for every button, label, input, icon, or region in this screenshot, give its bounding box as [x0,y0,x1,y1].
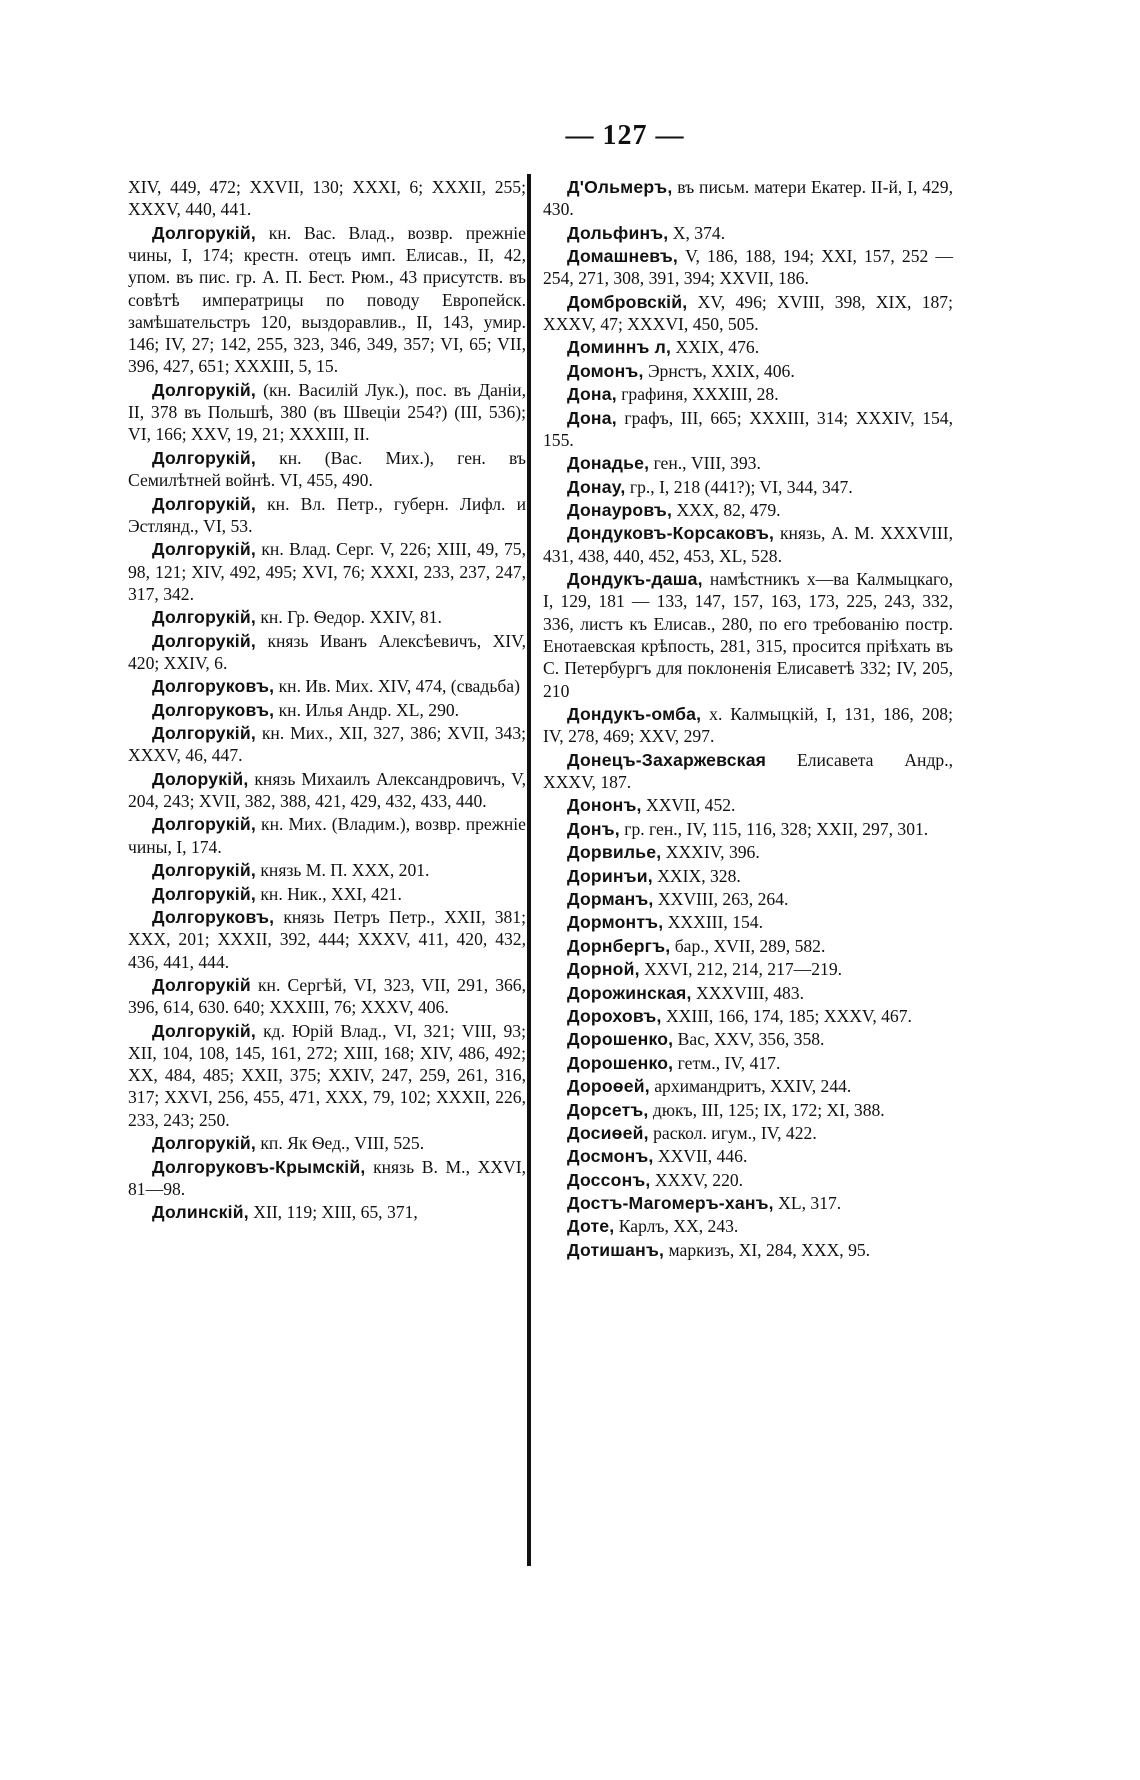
index-entry [543,703,953,748]
index-entry [543,291,953,336]
entry-headword: Донадье, [567,453,650,474]
entry-references: бар., XVII, 289, 582. [670,935,826,956]
index-entry [543,794,953,816]
entry-references: гетм., IV, 417. [673,1052,781,1073]
index-entry [128,883,526,905]
index-entry [128,630,526,675]
entry-references: XXVIII, 263, 264. [653,888,789,909]
left-column [128,176,526,1225]
entry-headword: Дона, [567,384,617,405]
entry-references: кн. Ив. Мих. XIV, 474, (свадьба) [274,676,520,697]
index-entry [543,888,953,910]
entry-headword: Доте, [567,1216,615,1237]
entry-references: (кн. Василій Лук.), пос. въ Даніи, II, 378 въ Польшѣ, 380 (въ Швеціи 254?) (III, 536); VI, 166; XXV, 19, 21; XXXIII, II. [128,379,526,445]
entry-references: графъ, III, 665; XXXIII, 314; XXXIV, 154, 155. [543,407,953,450]
index-entry [128,1201,526,1223]
entry-headword: Долгорукій, [152,222,256,243]
entry-headword: Долгорукій, [152,1020,256,1041]
entry-references: ген., VIII, 393. [649,453,761,474]
entry-references: князь Петръ Петр., XXII, 381; XXX, 201; XXXII, 392, 444; XXXV, 411, 420, 432, 436, 441, 444. [128,906,526,972]
index-entry [543,222,953,244]
entry-headword: Долгоруковъ-Крымскій, [152,1156,366,1177]
entry-references: V, 186, 188, 194; XXI, 157, 252 — 254, 271, 308, 391, 394; XXVII, 186. [543,246,953,289]
index-entry [543,911,953,933]
entry-headword: Досиѳей, [567,1122,649,1143]
index-entry [543,1169,953,1191]
page-number: — 127 — [565,120,685,151]
entry-references: кд. Юрій Влад., VI, 321; VIII, 93; XII, 104, 108, 145, 161, 272; XIII, 168; XIV, 486, 492; XX, 484, 485; XXII, 375; XXIV, 247, 259, 261, 316, 317; XXVI, 256, 455, 471, XXX, 79, 102; XXXII, 226, 233, 243; 250. [128,1020,526,1130]
entry-references: кн. Ник., XXI, 421. [255,883,402,904]
index-entry [128,447,526,492]
index-entry [543,1075,953,1097]
index-entry [543,522,953,567]
entry-headword: Дондукъ-даша, [567,569,703,590]
entry-headword: Долгорукій, [152,379,256,400]
entry-headword: Донауровъ, [567,500,673,521]
index-entry [543,749,953,794]
entry-references: XXVI, 212, 214, 217—219. [639,959,843,980]
entry-references: XL, 317. [773,1193,842,1214]
entry-references: х. Калмыцкій, I, 131, 186, 208; IV, 278, 469; XXV, 297. [543,704,953,747]
right-column [543,176,953,1262]
entry-references: князь Иванъ Алексѣевичъ, XIV, 420; XXIV, 6. [128,630,526,673]
entry-headword: Долгорукій, [152,607,256,628]
entry-headword: Долгоруковъ, [152,699,275,720]
entry-headword: Дормонтъ, [567,912,664,933]
entry-headword: Домонъ, [567,360,644,381]
entry-headword: Дорсетъ, [567,1099,649,1120]
entry-references: гр. ген., IV, 115, 116, 328; XXII, 297, 301. [619,818,929,839]
index-entry [543,1215,953,1237]
index-entry [128,493,526,538]
entry-headword: Дондуковъ-Корсаковъ, [567,523,775,544]
entry-headword: Донау, [567,476,626,497]
entry-references: гр., I, 218 (441?); VI, 344, 347. [625,476,853,497]
index-entry [128,1156,526,1201]
entry-references: князь, А. М. XXXVIII, 431, 438, 440, 452, 453, XL, 528. [543,523,953,566]
entry-references: князь В. М., XXVI, 81—98. [128,1156,526,1199]
index-entry [128,906,526,973]
entry-references: XXIII, 166, 174, 185; XXXV, 467. [661,1005,912,1026]
entry-headword: Долгорукій, [152,630,256,651]
entry-headword: Долгорукій, [152,539,256,560]
entry-references: XXVII, 446. [653,1146,748,1167]
index-entry [128,859,526,881]
index-entry [543,958,953,980]
entry-references: архимандритъ, XXIV, 244. [649,1076,852,1097]
entry-references: кн. (Вас. Мих.), ген. въ Семилѣтней войнѣ. VI, 455, 490. [128,447,526,491]
entry-headword: Долгоруковъ, [152,906,275,927]
index-entry [128,538,526,605]
index-entry [128,722,526,767]
entry-headword: Долгорукій, [152,723,256,744]
entry-references: кн. Вл. Петр., губерн. Лифл. и Эстлянд., VI, 53. [128,493,526,536]
entry-headword: Долгорукій, [152,447,256,468]
entry-references: XXX, 82, 479. [672,500,781,521]
index-entry [128,675,526,697]
entry-references: XXXIII, 154. [663,912,763,933]
entry-headword: Донецъ-Захаржевская [567,749,767,770]
index-entry [543,407,953,452]
index-entry [128,813,526,858]
entry-references: XXIX, 476. [671,337,760,358]
entry-headword: Долгорукій [152,974,251,995]
index-entry [543,383,953,405]
entry-references: XIV, 449, 472; XXVII, 130; XXXI, 6; XXXII, 255; XXXV, 440, 441. [128,177,526,220]
entry-references: графиня, XXXIII, 28. [616,384,779,405]
entry-references: кн. Илья Андр. XL, 290. [274,699,460,720]
entry-headword: Долгоруковъ, [152,676,275,697]
entry-references: X, 374. [668,222,726,243]
entry-headword: Дорожинская, [567,982,692,1003]
entry-headword: Дороховъ, [567,1005,662,1026]
entry-references: кп. Як Ѳед., VIII, 525. [255,1133,425,1154]
entry-references: дюкъ, III, 125; IX, 172; XI, 388. [648,1099,885,1120]
index-entry [128,379,526,446]
index-entry [543,245,953,290]
entry-references: маркизъ, XI, 284, XXX, 95. [664,1239,871,1260]
entry-headword: Дорошенко, [567,1052,674,1073]
index-entry [543,568,953,702]
entry-headword: Донъ, [567,818,620,839]
entry-headword: Доссонъ, [567,1169,651,1190]
entry-references: кн. Гр. Ѳедор. XXIV, 81. [255,607,442,628]
entry-headword: Долинскій, [152,1202,249,1223]
index-entry [543,982,953,1004]
entry-references: XII, 119; XIII, 65, 371, [248,1202,418,1223]
index-entry [543,1028,953,1050]
entry-headword: Дорной, [567,959,640,980]
index-entry [128,222,526,378]
index-entry [543,1239,953,1261]
index-entry [543,499,953,521]
entry-references: намѣстникъ х—ва Калмыцкаго, I, 129, 181 — 133, 147, 157, 163, 173, 225, 243, 332, 336, листъ къ Елисав., 280, по его требованію постр. Енотаевская крѣпость, 281, 315, просится пріѣхать въ С. Петербургъ для поклоненія Елисаветѣ 332; IV, 205, 210 [543,569,953,701]
entry-references: кн. Влад. Серг. V, 226; XIII, 49, 75, 98, 121; XIV, 492, 495; XVI, 76; XXXI, 233, 237, 247, 317, 342. [128,539,526,604]
entry-headword: Дона, [567,407,617,428]
entry-headword: Доринъи, [567,865,653,886]
entry-headword: Дороѳей, [567,1076,650,1097]
entry-headword: Доминнъ л, [567,337,672,358]
entry-headword: Дорошенко, [567,1029,674,1050]
index-entry [128,606,526,628]
entry-references: кн. Сергѣй, VI, 323, VII, 291, 366, 396, 614, 630. 640; XXXIII, 76; XXXV, 406. [128,974,526,1018]
entry-headword: Д'Ольмеръ, [567,177,673,197]
entry-references: Эрнстъ, XXIX, 406. [643,360,795,381]
index-entry [543,1122,953,1144]
entry-headword: Достъ-Магомеръ-ханъ, [567,1193,774,1214]
entry-references: XXXV, 220. [650,1169,744,1190]
entry-headword: Дотишанъ, [567,1239,665,1260]
entry-headword: Дондукъ-омба, [567,704,702,725]
index-entry [128,1132,526,1154]
entry-references: XXVII, 452. [641,795,736,816]
column-divider [527,174,531,1566]
entry-headword: Долгорукій, [152,1133,256,1154]
entry-references: XXIX, 328. [652,865,741,886]
index-entry [543,336,953,358]
index-entry [543,1005,953,1027]
index-entry [543,841,953,863]
index-entry [128,974,526,1019]
entry-headword: Досмонъ, [567,1146,654,1167]
index-entry [543,476,953,498]
entry-headword: Дольфинъ, [567,222,669,243]
index-entry [543,360,953,382]
index-entry [128,176,526,221]
index-entry [128,699,526,721]
entry-headword: Домашневъ, [567,246,678,267]
entry-headword: Долорукій, [152,768,249,789]
entry-references: Елисавета Андр., XXXV, 187. [543,749,953,793]
index-entry [543,1192,953,1214]
index-entry [543,1052,953,1074]
entry-headword: Дорманъ, [567,888,654,909]
entry-references: раскол. игум., IV, 422. [648,1122,817,1143]
entry-references: XXXVIII, 483. [691,982,804,1003]
entry-references: кн. Мих. (Владим.), возвр. прежніе чины, I, 174. [128,814,526,857]
index-entry [543,176,953,221]
entry-references: кн. Вас. Влад., возвр. прежніе чины, I, 174; крестн. отецъ имп. Елисав., II, 42, упом. въ пис. гр. А. П. Бест. Рюм., 43 присутств. въ совѣтѣ императрицы по поводу Европейск. замѣшательстръ 120, выздоравлив., II, 143, умир. 146; IV, 27; 142, 255, 323, 346, 349, 357; VI, 65; VII, 396, 427, 651; XXXIII, 5, 15. [128,222,526,377]
entry-headword: Долгорукій, [152,493,256,514]
index-entry [543,1145,953,1167]
index-entry [543,452,953,474]
entry-references: XXXIV, 396. [661,842,760,863]
index-entry [543,1099,953,1121]
entry-headword: Домбровскій, [567,291,688,312]
entry-headword: Дорнбергъ, [567,935,671,956]
entry-references: князь Михаилъ Александровичъ, V, 204, 243; XVII, 382, 388, 421, 429, 432, 433, 440. [128,768,526,812]
entry-headword: Долгорукій, [152,814,256,835]
index-entry [543,865,953,887]
entry-references: XV, 496; XVIII, 398, XIX, 187; XXXV, 47; XXXVI, 450, 505. [543,291,953,335]
entry-references: князь М. П. XXX, 201. [255,860,430,881]
index-entry [128,768,526,813]
entry-references: Вас, XXV, 356, 358. [673,1029,825,1050]
entry-headword: Долгорукій, [152,860,256,881]
entry-headword: Дононъ, [567,795,642,816]
entry-headword: Долгорукій, [152,883,256,904]
entry-headword: Дорвилье, [567,842,662,863]
entry-references: кн. Мих., XII, 327, 386; XVII, 343; XXXV, 46, 447. [128,723,526,766]
index-entry [128,1020,526,1131]
entry-references: въ письм. матери Екатер. II-й, I, 429, 430. [543,177,953,220]
index-entry [543,935,953,957]
entry-references: Карлъ, XX, 243. [614,1216,739,1237]
index-entry [543,818,953,840]
